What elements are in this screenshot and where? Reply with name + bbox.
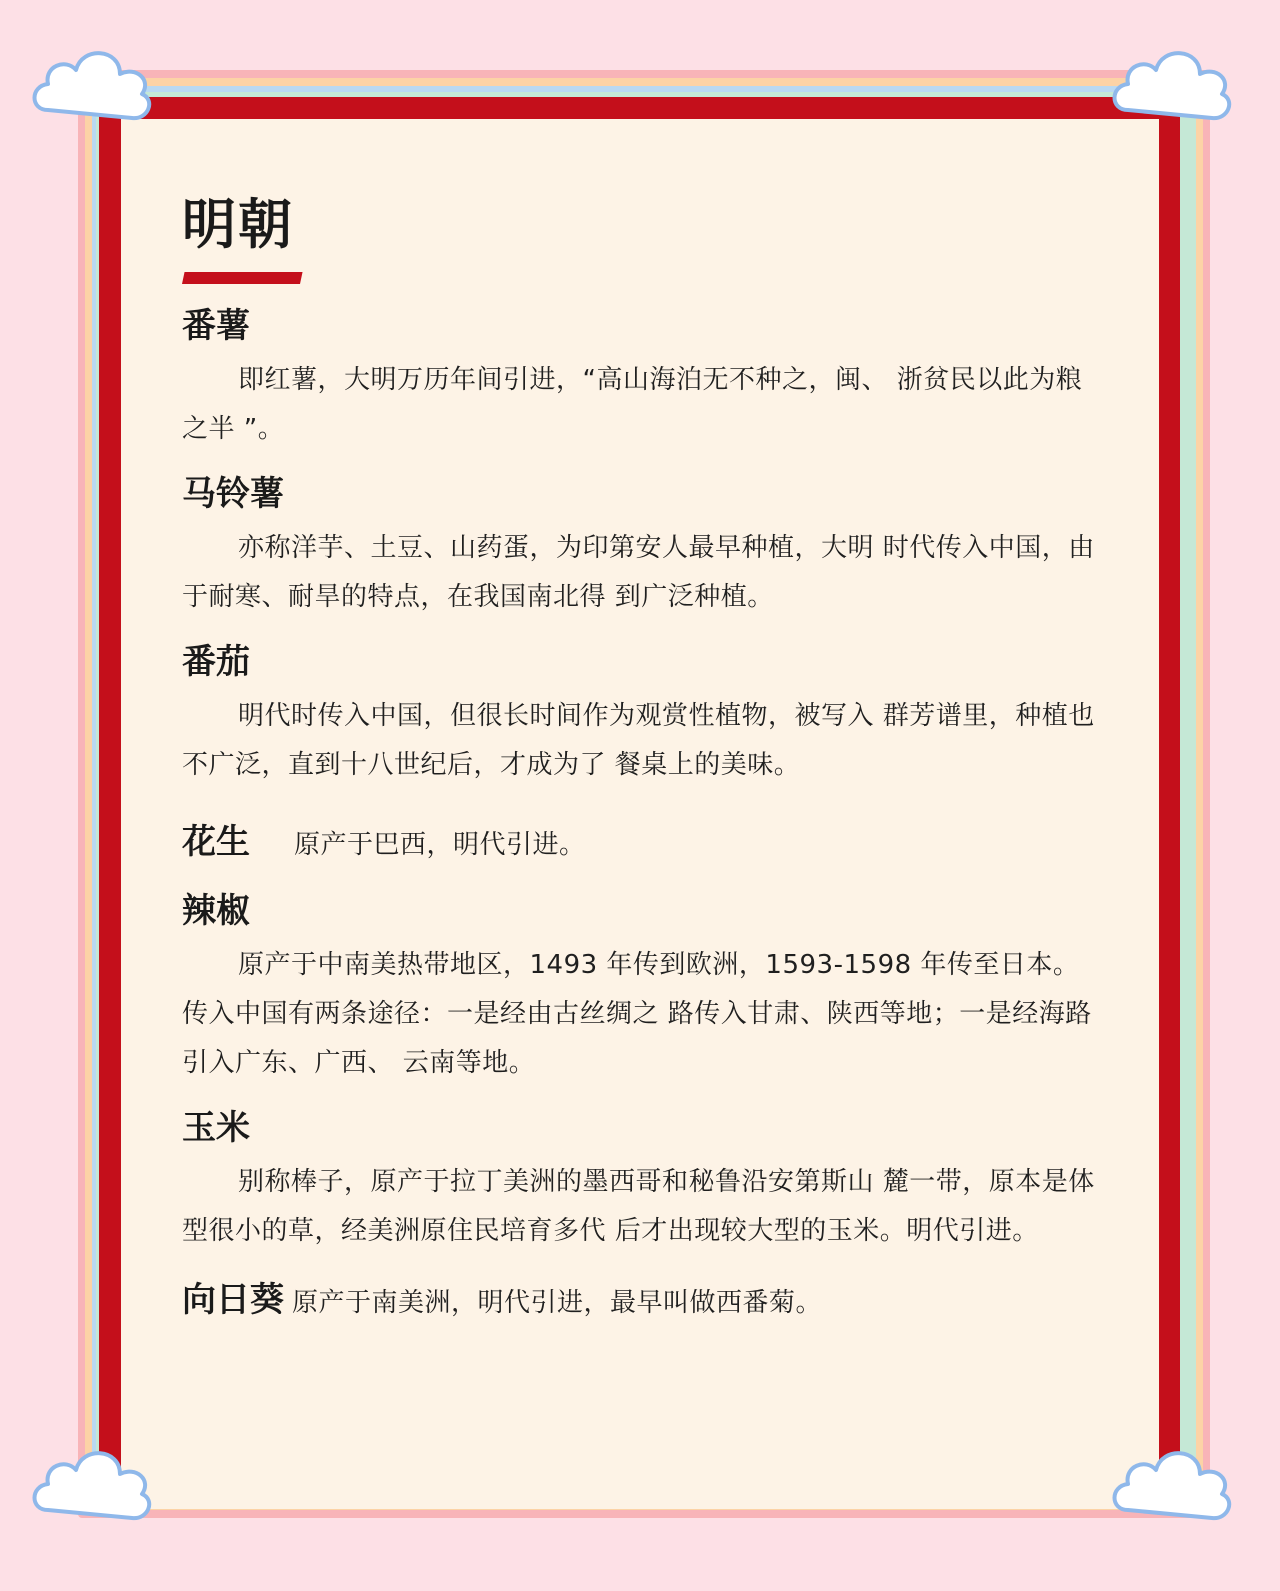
document-content bbox=[182, 190, 1102, 1325]
section-text: 原产于巴西，明代引进。 bbox=[294, 830, 586, 860]
section-heading: 玉米 bbox=[182, 1108, 250, 1148]
title-underline bbox=[182, 272, 303, 284]
section-text: 原产于南美洲，明代引进，最早叫做西番菊。 bbox=[292, 1288, 823, 1318]
section-text: 别称棒子，原产于拉丁美洲的墨西哥和秘鲁沿安第斯山 麓一带，原本是体型很小的草，经美洲原住民培育多代 后才出现较大型的玉米。明代引进。 bbox=[182, 1167, 1095, 1246]
section-heading: 番茄 bbox=[182, 642, 250, 682]
section-heading: 花生 bbox=[182, 822, 250, 862]
section-corn bbox=[182, 1106, 1102, 1256]
section-heading: 向日葵 bbox=[182, 1280, 284, 1320]
section-text: 亦称洋芋、土豆、山药蛋，为印第安人最早种植，大明 时代传入中国，由于耐寒、耐旱的特点，在我国南北得 到广泛种植。 bbox=[182, 533, 1095, 612]
section-tomato bbox=[182, 640, 1102, 790]
section-sunflower bbox=[182, 1278, 1102, 1325]
section-fanshu bbox=[182, 304, 1102, 454]
section-potato bbox=[182, 472, 1102, 622]
page-title: 明朝 bbox=[182, 193, 294, 256]
section-chili bbox=[182, 889, 1102, 1088]
section-text: 明代时传入中国，但很长时间作为观赏性植物，被写入 群芳谱里，种植也不广泛，直到十八世纪后，才成为了 餐桌上的美味。 bbox=[182, 701, 1095, 780]
section-heading: 马铃薯 bbox=[182, 474, 284, 514]
section-text: 原产于中南美热带地区，1493 年传到欧洲，1593-1598 年传至日本。传入中国有两条途径：一是经由古丝绸之 路传入甘肃、陕西等地；一是经海路引入广东、广西、 云南等地。 bbox=[182, 950, 1092, 1078]
cloud-icon-bottom-left bbox=[28, 1440, 158, 1530]
section-heading: 辣椒 bbox=[182, 891, 250, 931]
cloud-icon-top-right bbox=[1108, 40, 1238, 130]
section-heading: 番薯 bbox=[182, 306, 250, 346]
cloud-icon-bottom-right bbox=[1108, 1440, 1238, 1530]
cloud-icon-top-left bbox=[28, 40, 158, 130]
section-peanut bbox=[182, 820, 1102, 867]
section-text: 即红薯，大明万历年间引进，“高山海泊无不种之，闽、 浙贫民以此为粮之半 ”。 bbox=[182, 365, 1083, 444]
